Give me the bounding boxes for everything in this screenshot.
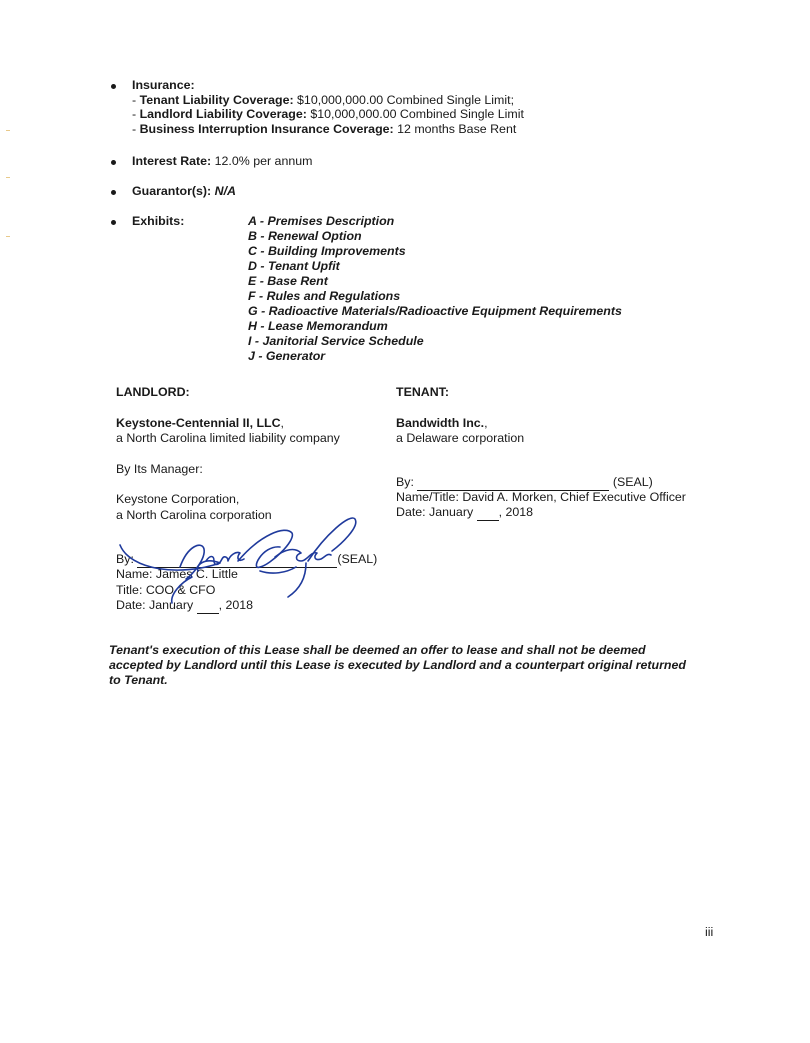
comma: , <box>280 416 284 430</box>
date-label: Date: January <box>396 505 474 519</box>
insurance-item-label: Business Interruption Insurance Coverage: <box>139 122 394 136</box>
insurance-item <box>132 93 514 108</box>
date-blank <box>477 505 499 521</box>
by-label: By: <box>396 475 414 489</box>
comma: , <box>484 416 488 430</box>
exhibits-label: Exhibits: <box>132 214 185 228</box>
insurance-item-value: 12 months Base Rent <box>393 122 517 136</box>
scan-mark <box>6 177 10 178</box>
dash: - <box>132 107 137 121</box>
scan-mark <box>6 130 10 131</box>
tenant-date <box>396 505 533 521</box>
landlord-manager-name: Keystone Corporation, <box>116 492 240 506</box>
exhibit-item: A - Premises Description <box>248 214 395 228</box>
by-label: By: <box>116 552 134 566</box>
footer-note-line: Tenant's execution of this Lease shall be deemed an offer to lease and shall not be deemed <box>109 643 646 657</box>
insurance-item <box>132 122 516 137</box>
insurance-item-label: Landlord Liability Coverage: <box>139 107 307 121</box>
date-label: Date: January <box>116 598 194 612</box>
scan-mark <box>6 236 10 237</box>
exhibit-item: G - Radioactive Materials/Radioactive Equipment Requirements <box>248 304 622 318</box>
exhibit-item: I - Janitorial Service Schedule <box>248 334 424 348</box>
bullet-icon <box>111 84 116 89</box>
guarantor <box>132 184 236 199</box>
interest-rate-value: 12.0% per annum <box>211 154 313 168</box>
footer-note-line: accepted by Landlord until this Lease is executed by Landlord and a counterpart original returned <box>109 658 686 672</box>
landlord-manager-desc: a North Carolina corporation <box>116 508 272 522</box>
dash: - <box>132 93 137 107</box>
tenant-by-line <box>396 475 653 491</box>
landlord-entity-name: Keystone-Centennial II, LLC <box>116 416 281 430</box>
exhibit-item: E - Base Rent <box>248 274 328 288</box>
exhibit-item: H - Lease Memorandum <box>248 319 388 333</box>
bullet-icon <box>111 160 116 165</box>
landlord-heading: LANDLORD: <box>116 385 190 399</box>
footer-note-line: to Tenant. <box>109 673 168 687</box>
dash: - <box>132 122 137 136</box>
bullet-icon <box>111 220 116 225</box>
interest-rate-label: Interest Rate: <box>132 154 212 168</box>
interest-rate <box>132 154 312 169</box>
seal-label: (SEAL) <box>337 552 378 566</box>
date-year: , 2018 <box>498 505 534 519</box>
seal-label: (SEAL) <box>612 475 653 489</box>
landlord-by-manager: By Its Manager: <box>116 462 203 476</box>
tenant-entity <box>396 416 488 431</box>
tenant-heading: TENANT: <box>396 385 449 399</box>
landlord-entity <box>116 416 284 431</box>
landlord-signer-name: Name: James C. Little <box>116 567 238 581</box>
handwritten-signature <box>110 505 370 615</box>
bullet-icon <box>111 190 116 195</box>
insurance-item-label: Tenant Liability Coverage: <box>139 93 294 107</box>
page-number: iii <box>705 925 714 939</box>
guarantor-value: N/A <box>214 184 236 198</box>
tenant-entity-desc: a Delaware corporation <box>396 431 525 445</box>
landlord-signer-title: Title: COO & CFO <box>116 583 216 597</box>
insurance-item <box>132 107 524 122</box>
date-year: , 2018 <box>218 598 254 612</box>
guarantor-label: Guarantor(s): <box>132 184 212 198</box>
tenant-entity-name: Bandwidth Inc. <box>396 416 485 430</box>
exhibit-item: F - Rules and Regulations <box>248 289 401 303</box>
insurance-heading: Insurance: <box>132 78 195 92</box>
exhibit-item: J - Generator <box>248 349 326 363</box>
exhibit-item: C - Building Improvements <box>248 244 406 258</box>
exhibit-item: B - Renewal Option <box>248 229 362 243</box>
landlord-entity-desc: a North Carolina limited liability company <box>116 431 340 445</box>
signature-line <box>417 475 609 491</box>
insurance-item-value: $10,000,000.00 Combined Single Limit; <box>293 93 515 107</box>
tenant-name-title: Name/Title: David A. Morken, Chief Executive Officer <box>396 490 686 504</box>
exhibit-item: D - Tenant Upfit <box>248 259 340 273</box>
insurance-item-value: $10,000,000.00 Combined Single Limit <box>306 107 524 121</box>
